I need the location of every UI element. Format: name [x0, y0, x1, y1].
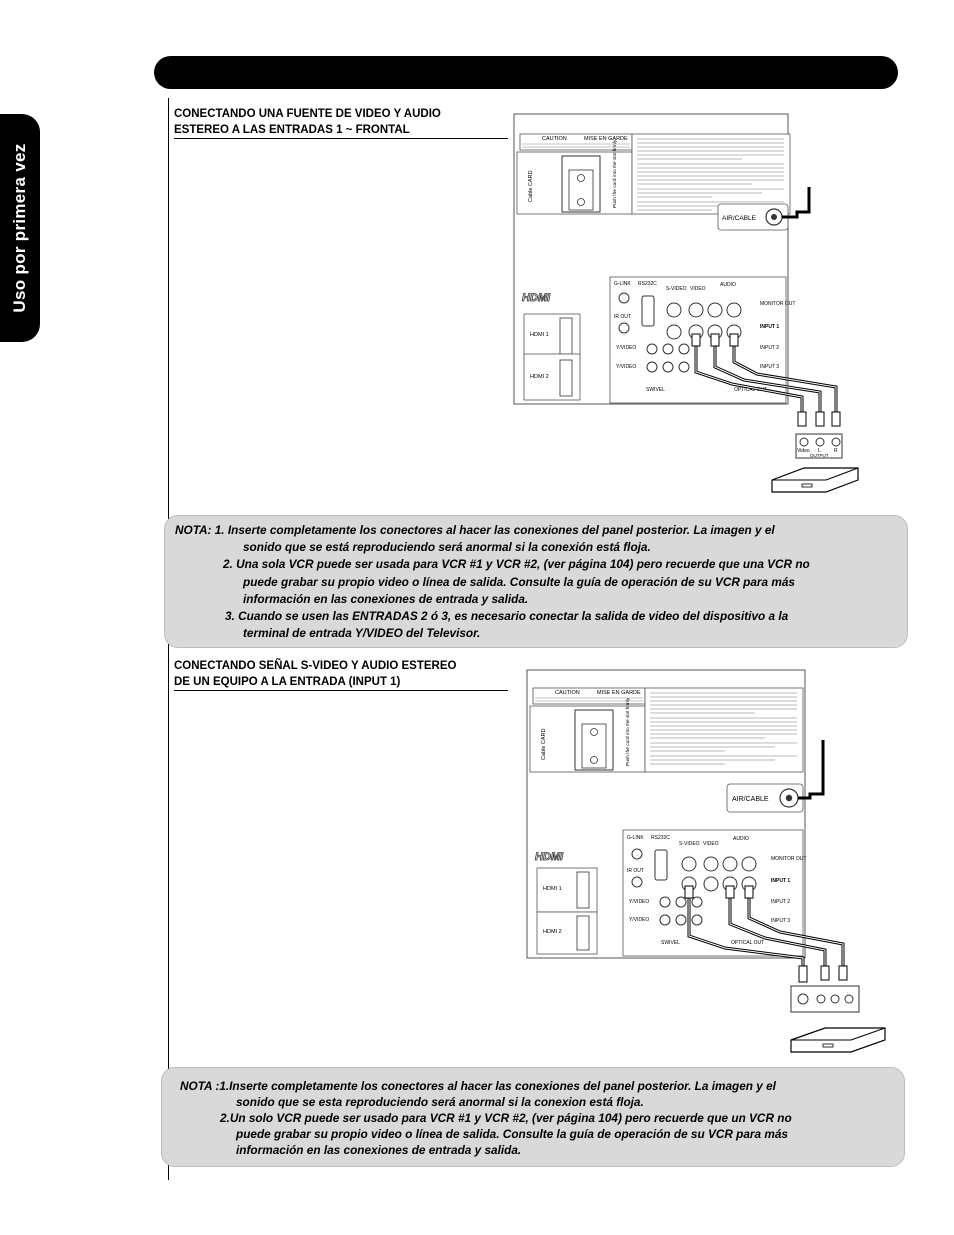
note1-box: [164, 515, 908, 648]
monitor-out-text-2: MONITOR OUT: [771, 856, 807, 862]
caution-text: CAUTION: [542, 136, 567, 142]
input1-text-2: INPUT 1: [771, 878, 791, 884]
note2-line5: información en las conexiones de entrada y salida.: [236, 1143, 522, 1157]
input2-text: INPUT 2: [760, 345, 780, 351]
optical-out-text-2: OPTICAL OUT: [731, 940, 765, 946]
yvideo-text-2: Y/VIDEO: [616, 364, 637, 370]
hdmi2-text: HDMI 2: [530, 374, 549, 380]
hdmi-logo: HDMI: [522, 292, 551, 304]
note2-line2: sonido que se esta reproduciendo será anormal si la conexion está floja.: [236, 1095, 644, 1109]
optical-out-text: OPTICAL OUT: [734, 387, 768, 393]
swivel-text: SWIVEL: [646, 387, 665, 393]
input3-text-2: INPUT 3: [771, 918, 791, 924]
side-tab-label: Uso por primera vez: [10, 143, 29, 313]
air-cable-text: AIR/CABLE: [722, 215, 756, 222]
note1-line1: NOTA: 1. Inserte completamente los conectores al hacer las conexiones del panel posterior. La imagen y el: [175, 523, 775, 537]
monitor-out-text: MONITOR OUT: [760, 301, 796, 307]
rs232c-text: RS232C: [638, 281, 657, 287]
device-video-text: Video: [797, 448, 810, 454]
note2-line3: 2.Un solo VCR puede ser usado para VCR #1 y VCR #2, (ver página 104) pero recuerde que un VCR no: [220, 1111, 792, 1125]
svideo-text-2: S-VIDEO: [679, 841, 700, 847]
section2-heading-line2: DE UN EQUIPO A LA ENTRADA (INPUT 1): [174, 674, 508, 691]
swivel-text-2: SWIVEL: [661, 940, 680, 946]
cablecard-text: Cable CARD: [528, 170, 534, 202]
input3-text: INPUT 3: [760, 364, 780, 370]
device-output-text: OUTPUT: [810, 453, 829, 458]
video-text-2: VIDEO: [703, 841, 719, 847]
side-tab: [0, 114, 40, 342]
hdmi1-text-2: HDMI 1: [543, 886, 562, 892]
yvideo-text-1: Y/VIDEO: [616, 345, 637, 351]
section2-heading: [174, 658, 508, 691]
note1-line4: puede grabar su propio video o línea de salida. Consulte la guía de operación de su VCR para más: [243, 575, 795, 589]
cablecard-slot: [562, 156, 600, 212]
connection-diagram-1: [512, 112, 872, 502]
hdmi-logo-2: HDMI: [535, 851, 564, 863]
connection-diagram-2: [525, 668, 895, 1060]
input2-text-2: INPUT 2: [771, 899, 791, 905]
device-l-text: L: [818, 448, 821, 454]
cablecard-slot-2: [575, 710, 613, 770]
rs232c-text-2: RS232C: [651, 835, 670, 841]
audio-text-2: AUDIO: [733, 836, 749, 842]
push-card-text: Push the card into the slot firmly: [613, 139, 618, 208]
air-cable-text-2: AIR/CABLE: [732, 796, 769, 803]
section1-heading: [174, 106, 508, 139]
section2-heading-line1: CONECTANDO SEÑAL S-VIDEO Y AUDIO ESTEREO: [174, 660, 457, 672]
section1-heading-line2: ESTEREO A LAS ENTRADAS 1 ~ FRONTAL: [174, 122, 508, 139]
ir-out-text: IR OUT: [614, 314, 631, 320]
note1-line3: 2. Una sola VCR puede ser usada para VCR #1 y VCR #2, (ver página 104) pero recuerde que una VCR no: [223, 557, 810, 571]
svideo-text: S-VIDEO: [666, 286, 687, 292]
push-card-text-2: Push the card into the slot firmly: [626, 697, 631, 766]
header-bar: [154, 56, 898, 89]
note1-line5: información en las conexiones de entrada y salida.: [243, 592, 529, 606]
glink-text-2: G-LINK: [627, 835, 644, 841]
mise-en-garde-text-2: MISE EN GARDE: [597, 690, 641, 696]
audio-text: AUDIO: [720, 282, 736, 288]
yvideo-text-2b: Y/VIDEO: [629, 917, 650, 923]
ir-out-text-2: IR OUT: [627, 868, 644, 874]
cablecard-text-2: Cable CARD: [541, 728, 547, 760]
hdmi2-text-2: HDMI 2: [543, 929, 562, 935]
section1-heading-line1: CONECTANDO UNA FUENTE DE VIDEO Y AUDIO: [174, 108, 441, 120]
input1-text: INPUT 1: [760, 324, 780, 330]
device-r-text: R: [834, 448, 838, 454]
note2-box: [161, 1067, 905, 1167]
video-text: VIDEO: [690, 286, 706, 292]
glink-text: G-LINK: [614, 281, 631, 287]
caution-text-2: CAUTION: [555, 690, 580, 696]
hdmi1-text: HDMI 1: [530, 332, 549, 338]
note1-line7: terminal de entrada Y/VIDEO del Televisor.: [243, 626, 481, 640]
note1-line2: sonido que se está reproduciendo será anormal si la conexión está floja.: [243, 540, 651, 554]
note2-line4: puede grabar su propio video o línea de salida. Consulte la guía de operación de su VCR para más: [236, 1127, 788, 1141]
mise-en-garde-text: MISE EN GARDE: [584, 136, 628, 142]
note1-line6: 3. Cuando se usen las ENTRADAS 2 ó 3, es necesario conectar la salida de video del dispositivo a la: [225, 609, 789, 623]
note2-line1: NOTA :1.Inserte completamente los conectores al hacer las conexiones del panel posterior. La imagen y el: [180, 1079, 776, 1093]
yvideo-text-2a: Y/VIDEO: [629, 899, 650, 905]
